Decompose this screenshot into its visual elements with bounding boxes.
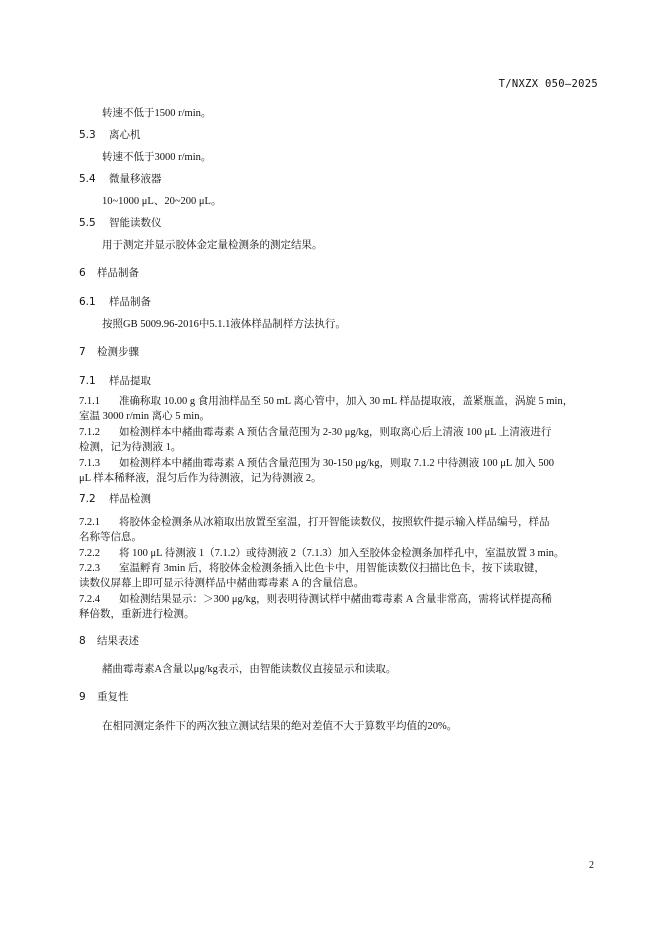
clause-continuation: 检测，记为待测液 1。: [79, 442, 182, 453]
chapter-title: 检测步骤: [97, 346, 139, 358]
clause-continuation: 室温 3000 r/min 离心 5 min。: [79, 411, 210, 422]
clause-number: 7.1.3: [79, 458, 100, 469]
chapter-heading: [79, 634, 599, 649]
page-number: 2: [589, 860, 594, 871]
clause-number: 7.2.4: [79, 594, 100, 605]
clause-text: 室温孵育 3min 后，将胶体金检测条插入比色卡中，用智能读数仪扫描比色卡，按下读取键，: [119, 563, 545, 574]
section-number: 7.2: [79, 493, 96, 505]
paragraph: 转速不低于3000 r/min。: [102, 152, 212, 163]
section-heading: [79, 172, 599, 187]
section-number: 7.1: [79, 375, 96, 387]
chapter-heading: [79, 690, 599, 705]
chapter-number: 6: [79, 267, 86, 279]
clause-continuation: 释倍数，重新进行检测。: [79, 609, 195, 620]
clause-7-2-2: [79, 546, 599, 561]
clause-7-2-1: [79, 515, 599, 530]
clause-number: 7.2.3: [79, 563, 100, 574]
section-title: 样品检测: [109, 493, 151, 505]
paragraph: 在相同测定条件下的两次独立测试结果的绝对差值不大于算数平均值的20%。: [102, 721, 458, 732]
section-number: 6.1: [79, 296, 96, 308]
section-heading: [79, 374, 599, 389]
chapter-number: 8: [79, 635, 86, 647]
document-code: T/NXZX 050—2025: [498, 78, 598, 90]
section-number: 5.3: [79, 129, 96, 141]
section-heading: [79, 295, 599, 310]
paragraph: 转速不低于1500 r/min。: [102, 108, 212, 119]
chapter-title: 重复性: [97, 691, 129, 703]
clause-7-1-3: [79, 456, 599, 471]
clause-number: 7.1.1: [79, 396, 100, 407]
clause-number: 7.2.1: [79, 517, 100, 528]
section-heading: [79, 128, 599, 143]
clause-continuation: μL 样本稀释液，混匀后作为待测液，记为待测液 2。: [79, 473, 322, 484]
clause-text: 如检测样本中赭曲霉毒素 A 预估含量范围为 2-30 μg/kg，则取离心后上清液 100 μL 上清液进行: [119, 427, 552, 438]
section-title: 样品提取: [109, 375, 151, 387]
clause-continuation: 名称等信息。: [79, 532, 142, 543]
section-title: 智能读数仪: [109, 217, 162, 229]
chapter-title: 样品制备: [97, 267, 139, 279]
paragraph: 赭曲霉毒素A含量以μg/kg表示，由智能读数仪直接显示和读取。: [102, 664, 397, 675]
clause-number: 7.2.2: [79, 548, 100, 559]
clause-continuation: 读数仪屏幕上即可显示待测样品中赭曲霉毒素 A 的含量信息。: [79, 578, 365, 589]
clause-7-1-1: [79, 394, 599, 409]
section-title: 样品制备: [109, 296, 151, 308]
clause-7-2-4: [79, 592, 599, 607]
clause-text: 如检测结果显示：＞300 μg/kg，则表明待测试样中赭曲霉毒素 A 含量非常高，需将试样提高稀: [119, 594, 552, 605]
section-title: 微量移液器: [109, 173, 162, 185]
chapter-number: 7: [79, 346, 86, 358]
chapter-title: 结果表述: [97, 635, 139, 647]
section-heading: [79, 216, 599, 231]
chapter-heading: [79, 266, 599, 281]
clause-text: 准确称取 10.00 g 食用油样品至 50 mL 离心管中，加入 30 mL 样品提取液，盖紧瓶盖，涡旋 5 min，: [119, 396, 574, 407]
clause-text: 将胶体金检测条从冰箱取出放置至室温，打开智能读数仪，按照软件提示输入样品编号，样品: [119, 517, 550, 528]
chapter-heading: [79, 345, 599, 360]
chapter-number: 9: [79, 691, 86, 703]
paragraph: 10~1000 μL、20~200 μL。: [102, 196, 222, 207]
clause-7-1-2: [79, 425, 599, 440]
section-number: 5.5: [79, 217, 96, 229]
section-heading: [79, 492, 599, 507]
clause-text: 如检测样本中赭曲霉毒素 A 预估含量范围为 30-150 μg/kg，则取 7.1.2 中待测液 100 μL 加入 500: [119, 458, 554, 469]
clause-number: 7.1.2: [79, 427, 100, 438]
clause-text: 将 100 μL 待测液 1（7.1.2）或待测液 2（7.1.3）加入至胶体金检测条加样孔中，室温放置 3 min。: [119, 548, 565, 559]
paragraph: 用于测定并显示胶体金定量检测条的测定结果。: [102, 240, 323, 251]
section-number: 5.4: [79, 173, 96, 185]
section-title: 离心机: [109, 129, 141, 141]
clause-7-2-3: [79, 561, 599, 576]
paragraph: 按照GB 5009.96-2016中5.1.1液体样品制样方法执行。: [102, 319, 346, 330]
